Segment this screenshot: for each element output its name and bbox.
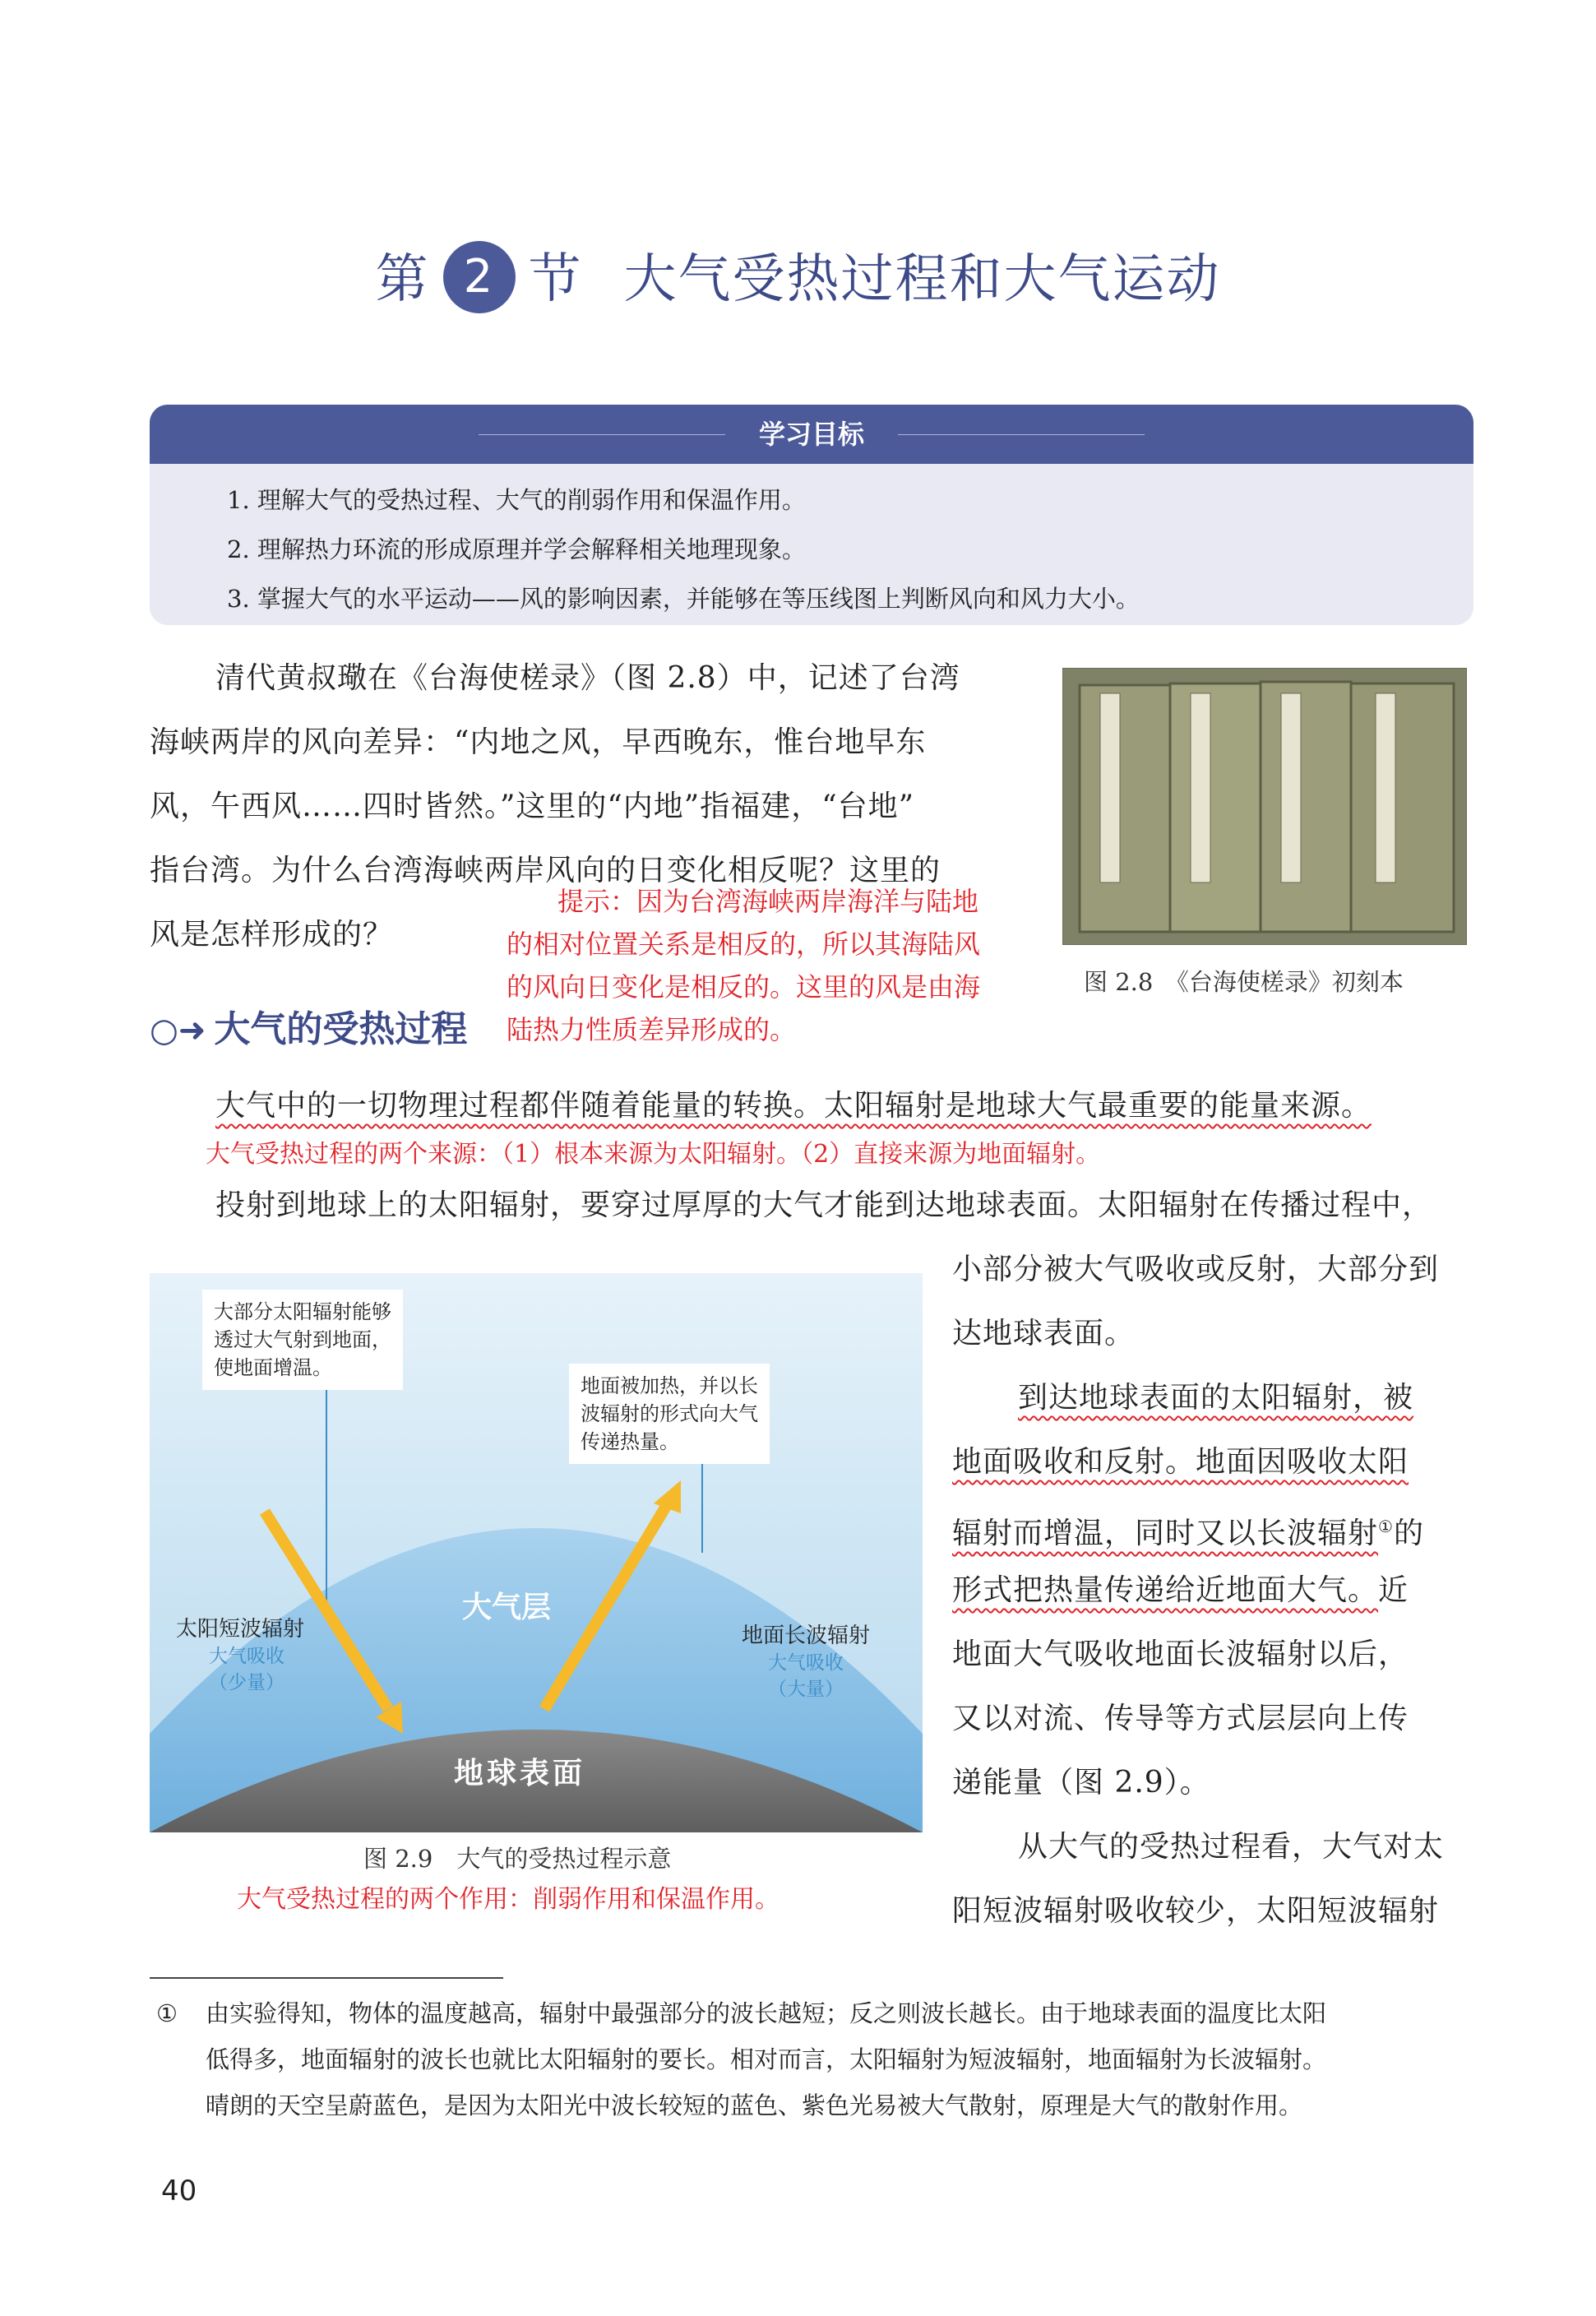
objectives-list	[150, 464, 1473, 623]
footnote-line: 由实验得知，物体的温度越高，辐射中最强部分的波长越短；反之则波长越长。由于地球表面的温度比太阳	[206, 1999, 1327, 2027]
footnote-annotation: 晴朗的天空呈蔚蓝色，是因为太阳光中波长较短的蓝色、紫色光易被大气散射，原理是大气的散射作用。	[206, 2091, 1303, 2119]
footnote-mark: ①	[156, 1999, 178, 2027]
body-line: 形式把热量传递给近地面大气。近	[952, 1573, 1409, 1607]
diagram-note-right: 地面被加热，并以长 波辐射的形式向大气 传递热量。	[569, 1364, 770, 1464]
section-heading	[150, 999, 467, 1052]
footnote-marker: ①	[1378, 1517, 1394, 1536]
page-title	[0, 237, 1596, 318]
source-annotation: 大气受热过程的两个来源：（1）根本来源为太阳辐射。（2）直接来源为地面辐射。	[206, 1140, 1101, 1169]
hint-annotation: 提示：因为台湾海峡两岸海洋与陆地 的相对位置关系是相反的，所以其海陆风 的风向日变化是相反的。这里的风是由海 陆热力性质差异形成的。	[507, 886, 981, 1045]
longwave-label: 地面长波辐射	[742, 1624, 871, 1648]
book-photo	[1062, 668, 1467, 945]
ground-label: 地球表面	[454, 1757, 586, 1790]
figure-2-9-caption: 图 2.9 大气的受热过程示意	[363, 1845, 672, 1873]
atmosphere-heating-diagram	[150, 1273, 923, 1832]
title-prefix: 第	[375, 249, 430, 310]
objective-item: 3. 掌握大气的水平运动——风的影响因素，并能够在等压线图上判断风向和风力大小。	[227, 585, 1140, 613]
book-photo-image	[1063, 669, 1466, 944]
diagram-note-left: 大部分太阳辐射能够 透过大气射到地面， 使地面增温。	[202, 1290, 403, 1390]
intro-line: 海峡两岸的风向差异：“内地之风，早西晚东，惟台地早东	[150, 725, 927, 759]
body-line: 阳短波辐射吸收较少，太阳短波辐射	[952, 1894, 1440, 1928]
body-line: 辐射而增温，同时又以长波辐射①的	[952, 1517, 1424, 1550]
longwave-absorption: 大气吸收 （大量）	[768, 1652, 844, 1700]
figure-2-8-caption: 图 2.8 《台海使槎录》初刻本	[1084, 968, 1404, 996]
body-line: 又以对流、传导等方式层层向上传	[952, 1702, 1409, 1735]
intro-line: 清代黄叔璥在《台海使槎录》（图 2.8）中，记述了台湾	[215, 661, 960, 695]
shortwave-absorption: 大气吸收 （少量）	[209, 1646, 285, 1693]
body-paragraph: 投射到地球上的太阳辐射，要穿过厚厚的大气才能到达地球表面。太阳辐射在传播过程中，	[215, 1188, 1433, 1222]
footnote-line: 低得多，地面辐射的波长也就比太阳辐射的要长。相对而言，太阳辐射为短波辐射，地面辐射为长波辐射。	[206, 2045, 1327, 2073]
body-line: 从大气的受热过程看，大气对太	[1018, 1830, 1445, 1864]
body-line: 递能量（图 2.9）。	[952, 1766, 1210, 1800]
intro-line: 风，午西风……四时皆然。”这里的“内地”指福建，“台地”	[150, 790, 915, 823]
objectives-header	[150, 405, 1473, 464]
title-text: 大气受热过程和大气运动	[623, 249, 1221, 310]
title-suffix: 节	[528, 249, 583, 310]
shortwave-label: 太阳短波辐射	[176, 1617, 305, 1642]
body-line: 地面大气吸收地面长波辐射以后，	[952, 1637, 1409, 1671]
objective-item: 1. 理解大气的受热过程、大气的削弱作用和保温作用。	[227, 486, 806, 514]
objectives-header-label: 学习目标	[758, 419, 864, 450]
page-number: 40	[161, 2175, 197, 2207]
body-line: 到达地球表面的太阳辐射，被	[1018, 1381, 1414, 1415]
intro-line: 风是怎样形成的？	[150, 918, 394, 952]
section-arrow-icon: ○➜	[150, 1012, 206, 1049]
body-line: 地面吸收和反射。地面因吸收太阳	[952, 1445, 1409, 1479]
section-number-badge: 2	[443, 241, 516, 313]
section-heading-text: 大气的受热过程	[214, 1008, 468, 1050]
learning-objectives-box	[150, 405, 1473, 625]
intro-line: 指台湾。为什么台湾海峡两岸风向的日变化相反呢？这里的	[150, 854, 941, 887]
body-paragraph: 大气中的一切物理过程都伴随着能量的转换。太阳辐射是地球大气最重要的能量来源。	[215, 1089, 1372, 1123]
atmosphere-label: 大气层	[462, 1591, 552, 1624]
body-line: 达地球表面。	[952, 1317, 1136, 1350]
footnote-rule	[150, 1977, 503, 1979]
body-line: 小部分被大气吸收或反射，大部分到	[952, 1253, 1440, 1286]
objective-item: 2. 理解热力环流的形成原理并学会解释相关地理现象。	[227, 535, 806, 563]
effect-annotation: 大气受热过程的两个作用：削弱作用和保温作用。	[237, 1885, 779, 1914]
